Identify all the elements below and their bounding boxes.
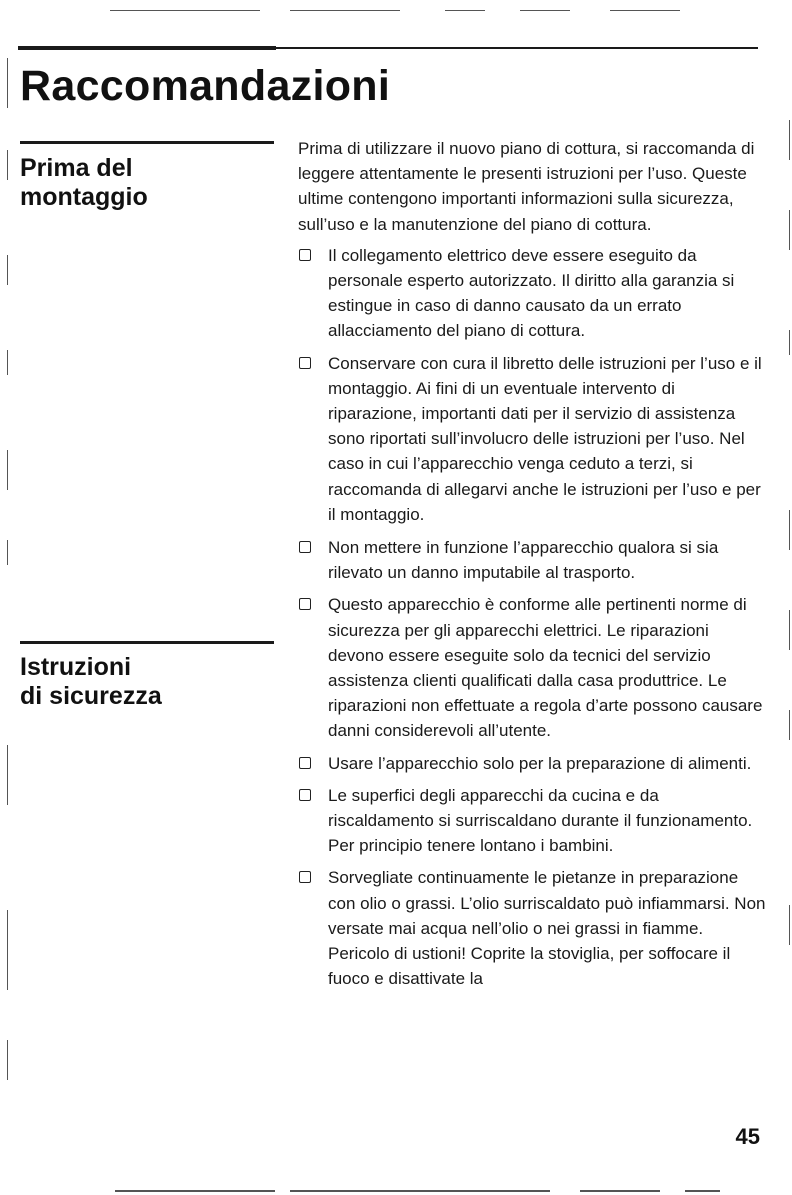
recommendation-list bbox=[298, 243, 768, 992]
list-item-text: Sorvegliate continuamente le pietanze in preparazione con olio o grassi. L’olio surriscaldato può infiammarsi. Non versate mai acqua nell’olio o nei grassi in fiamme. Pericolo di ustioni! Coprite la stoviglia, per soffocare il fuoco e disattivate la bbox=[328, 868, 766, 989]
checkbox-bullet-icon bbox=[299, 598, 311, 610]
list-item bbox=[298, 783, 768, 859]
scan-margin-mark bbox=[789, 510, 790, 550]
scan-edge-top bbox=[520, 10, 570, 11]
list-item-text: Le superfici degli apparecchi da cucina e da riscaldamento si surriscaldano durante il funzionamento. Per principio tenere lontano i bambini. bbox=[328, 785, 753, 856]
list-item bbox=[298, 535, 768, 585]
section-rule bbox=[20, 141, 274, 144]
body-column bbox=[298, 136, 768, 999]
scan-edge-top bbox=[290, 10, 400, 11]
scan-edge-top bbox=[445, 10, 485, 11]
scan-margin-mark bbox=[789, 905, 790, 945]
scan-margin-mark bbox=[789, 610, 790, 650]
heading-line: montaggio bbox=[20, 183, 148, 211]
list-item-text: Conservare con cura il libretto delle istruzioni per l’uso e il montaggio. Ai fini di un eventuale intervento di riparazione, importanti dati per il servizio di assistenza sono riportati sull’involucro delle istruzioni per l’uso. Nel caso in cui l’apparecchio venga ceduto a terzi, si raccomanda di allegarvi anche le istruzioni per l’uso e per il montaggio. bbox=[328, 353, 762, 524]
list-item-text: Usare l’apparecchio solo per la preparazione di alimenti. bbox=[328, 753, 752, 773]
scan-edge-bottom bbox=[580, 1190, 660, 1192]
list-item-text: Non mettere in funzione l’apparecchio qualora si sia rilevato un danno imputabile al trasporto. bbox=[328, 538, 719, 583]
checkbox-bullet-icon bbox=[299, 871, 311, 883]
scan-margin-mark bbox=[7, 910, 8, 990]
list-item bbox=[298, 751, 768, 776]
scan-margin-mark bbox=[7, 745, 8, 805]
list-item-text: Questo apparecchio è conforme alle pertinenti norme di sicurezza per gli apparecchi elettrici. Le riparazioni devono essere eseguite solo da tecnici del servizio assistenza clienti qualificati dalla casa produttrice. Le riparazioni non effettuate a regola d’arte possono causare danni considerevoli all’utente. bbox=[328, 595, 763, 741]
page-number: 45 bbox=[735, 1124, 760, 1149]
scan-margin-mark bbox=[7, 255, 8, 285]
scan-margin-mark bbox=[789, 210, 790, 250]
heading-line: Prima del bbox=[20, 154, 133, 182]
checkbox-bullet-icon bbox=[299, 249, 311, 261]
list-item-text: Il collegamento elettrico deve essere eseguito da personale esperto autorizzato. Il diritto alla garanzia si estingue in caso di danno causato da un errato allacciamento del piano di cottura. bbox=[328, 245, 735, 341]
list-item bbox=[298, 865, 768, 991]
list-item bbox=[298, 351, 768, 527]
scan-edge-bottom bbox=[115, 1190, 275, 1192]
checkbox-bullet-icon bbox=[299, 757, 311, 769]
heading-line: di sicurezza bbox=[20, 682, 162, 710]
scan-edge-top bbox=[610, 10, 680, 11]
scan-margin-mark bbox=[789, 330, 790, 355]
list-item bbox=[298, 592, 768, 743]
list-item bbox=[298, 243, 768, 344]
scan-margin-mark bbox=[7, 350, 8, 375]
title-rule-bar bbox=[18, 46, 276, 50]
scan-edge-bottom bbox=[290, 1190, 550, 1192]
scan-margin-mark bbox=[7, 58, 8, 108]
scan-margin-mark bbox=[7, 450, 8, 490]
checkbox-bullet-icon bbox=[299, 357, 311, 369]
section-heading-before-install bbox=[20, 154, 148, 212]
scan-margin-mark bbox=[7, 1040, 8, 1080]
section-rule bbox=[20, 641, 274, 644]
scan-edge-top bbox=[110, 10, 260, 11]
page-title: Raccomandazioni bbox=[20, 62, 391, 110]
scan-margin-mark bbox=[789, 120, 790, 160]
checkbox-bullet-icon bbox=[299, 789, 311, 801]
section-heading-safety bbox=[20, 653, 162, 711]
heading-line: Istruzioni bbox=[20, 653, 132, 681]
scan-margin-mark bbox=[789, 710, 790, 740]
scan-margin-mark bbox=[7, 540, 8, 565]
scan-margin-mark bbox=[7, 150, 8, 180]
checkbox-bullet-icon bbox=[299, 541, 311, 553]
scan-edge-bottom bbox=[685, 1190, 720, 1192]
intro-paragraph: Prima di utilizzare il nuovo piano di cottura, si raccomanda di leggere attentamente le presenti istruzioni per l’uso. Queste ultime contengono importanti informazioni sulla sicurezza, sull’uso e la manutenzione del piano di cottura. bbox=[298, 139, 755, 234]
